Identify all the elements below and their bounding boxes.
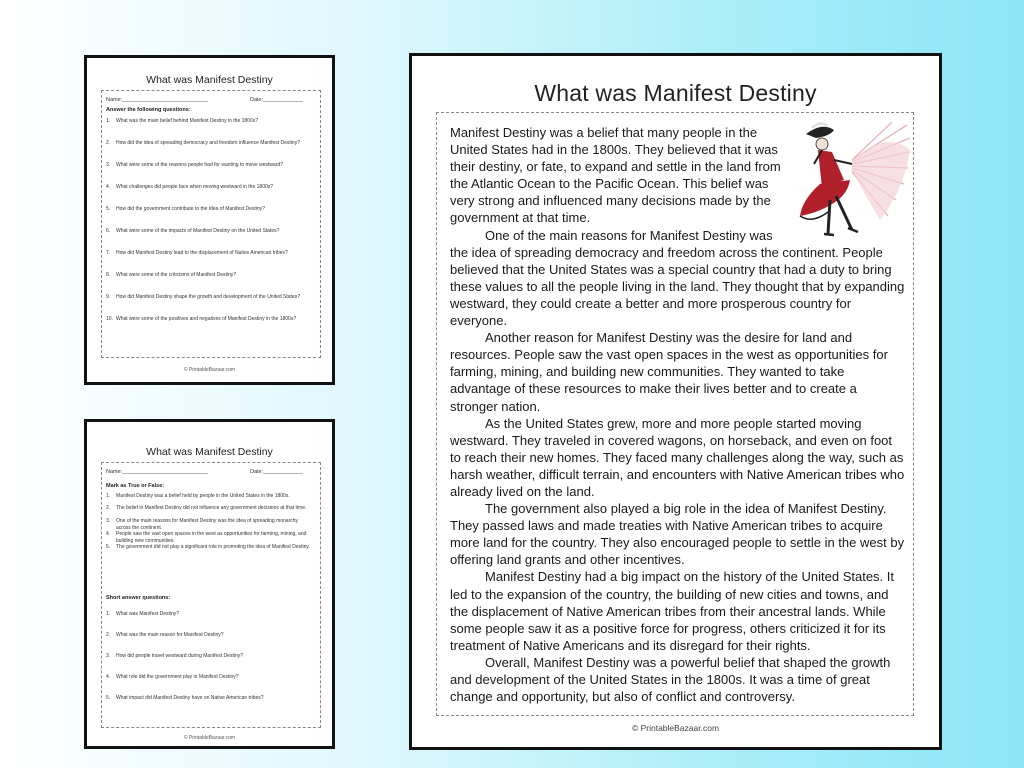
list-item: [106, 505, 312, 512]
list-item: [106, 632, 312, 639]
list-item: [106, 611, 312, 618]
item-number: 10.: [106, 316, 113, 322]
item-text: One of the main reasons for Manifest Destiny was the idea of spreading monarchy across the continent.: [116, 518, 299, 531]
passage-paragraph: One of the main reasons for Manifest Destiny was the idea of spreading democracy and freedom across the continent. People believed that the United States was a special country that had a duty to bring these values to all the people living in the land. They thought that by expanding westward, they could create a better and more prosperous country for everyone.: [450, 227, 905, 329]
passage-title: What was Manifest Destiny: [534, 80, 817, 106]
worksheet-footer: © PrintableBazaar.com: [183, 367, 236, 373]
item-text: What were some of the positives and negatives of Manifest Destiny in the 1800s?: [116, 316, 297, 322]
worksheet-content-box: [101, 90, 321, 358]
true-false-heading: Mark as True or False:: [106, 483, 165, 489]
passage-paragraph: Manifest Destiny was a belief that many people in the United States had in the 1800s. They believed that it was their destiny, or fate, to expand and settle in the land from the Atlantic Ocean to the Pacific Ocean. This belief was very strong and influenced many decisions made by the government at that time.: [450, 125, 781, 226]
item-text: Manifest Destiny was a belief held by people in the United States in the 1800s.: [116, 493, 290, 499]
list-item: [106, 316, 312, 323]
passage-text: [450, 124, 906, 705]
list-item: [106, 206, 312, 213]
item-number: 6.: [106, 228, 111, 234]
item-number: 3.: [106, 653, 111, 659]
passage-paragraph: Manifest Destiny had a big impact on the history of the United States. It led to the expansion of the country, the building of new cities and towns, and the displacement of Native American tribes from their ancestral lands. While some people saw it as a positive force for progress, others criticized it for its treatment of Native Americans and its disregard for their rights.: [450, 569, 894, 653]
item-number: 3.: [106, 518, 111, 524]
short-answer-heading: Short answer questions:: [106, 595, 171, 601]
item-text: People saw the vast open spaces in the west as opportunities for farming, mining, and building new communities.: [116, 531, 307, 544]
list-item: [106, 674, 312, 681]
item-number: 5.: [106, 544, 111, 550]
list-item: [106, 493, 312, 500]
reading-passage-page[interactable]: [409, 53, 942, 750]
item-number: 1.: [106, 493, 111, 499]
worksheet-content-box: [101, 462, 321, 728]
instructions-heading: Answer the following questions:: [106, 107, 191, 113]
item-number: 1.: [106, 611, 111, 617]
item-text: How did the government contribute to the idea of Manifest Destiny?: [116, 206, 265, 212]
list-item: [106, 695, 312, 702]
name-line: Name:____________________________: [106, 97, 208, 103]
item-number: 4.: [106, 674, 111, 680]
item-text: How did the idea of spreading democracy and freedom influence Manifest Destiny?: [116, 140, 300, 146]
passage-footer: © PrintableBazaar.com: [631, 723, 720, 733]
dancer-illustration: [792, 120, 912, 238]
list-item: [106, 518, 312, 532]
date-line: Date:_____________: [250, 469, 303, 475]
passage-paragraph: The government also played a big role in the idea of Manifest Destiny. They passed laws and made treaties with Native American tribes to acquire more land for the country. They also encouraged people to settle in the west by offering land grants and other incentives.: [450, 501, 905, 568]
item-number: 2.: [106, 632, 111, 638]
list-item: [106, 531, 312, 545]
list-item: [106, 544, 312, 551]
worksheet-title: What was Manifest Destiny: [146, 446, 273, 458]
item-text: How did Manifest Destiny lead to the displacement of Native American tribes?: [116, 250, 288, 256]
worksheet-questions-thumbnail[interactable]: [84, 55, 335, 385]
item-text: What were some of the reasons people had for wanting to move westward?: [116, 162, 284, 168]
item-text: The government did not play a significant role in promoting the idea of Manifest Destiny.: [116, 544, 310, 550]
item-text: What was Manifest Destiny?: [116, 611, 180, 617]
date-line: Date:_____________: [250, 97, 303, 103]
item-text: What impact did Manifest Destiny have on Native American tribes?: [116, 695, 264, 701]
item-number: 2.: [106, 140, 111, 146]
list-item: [106, 250, 312, 257]
passage-paragraph: Another reason for Manifest Destiny was the desire for land and resources. People saw the vast open spaces in the west as opportunities for farming, mining, and building new communities. They wanted to take advantage of these resources to make their lives better and to create a stronger nation.: [450, 330, 888, 414]
item-number: 2.: [106, 505, 111, 511]
item-text: What role did the government play in Manifest Destiny?: [116, 674, 239, 680]
list-item: [106, 228, 312, 235]
list-item: [106, 118, 312, 125]
passage-paragraph: As the United States grew, more and more people started moving westward. They traveled in covered wagons, on horseback, and even on foot to reach their new homes. They faced many challenges along the way, such as harsh weather, difficult terrain, and encounters with Native American tribes who already lived on the land.: [450, 415, 905, 499]
worksheet-truefalse-thumbnail[interactable]: [84, 419, 335, 749]
name-line: Name:____________________________: [106, 469, 208, 475]
worksheet-title: What was Manifest Destiny: [146, 74, 273, 86]
item-text: What were some of the criticisms of Manifest Destiny?: [116, 272, 237, 278]
item-text: What were some of the impacts of Manifest Destiny on the United States?: [116, 228, 280, 234]
item-number: 1.: [106, 118, 111, 124]
worksheet-footer: © PrintableBazaar.com: [183, 735, 236, 741]
item-number: 4.: [106, 531, 111, 537]
list-item: [106, 162, 312, 169]
list-item: [106, 184, 312, 191]
item-number: 4.: [106, 184, 111, 190]
list-item: [106, 653, 312, 660]
list-item: [106, 294, 312, 301]
list-item: [106, 272, 312, 279]
item-number: 9.: [106, 294, 111, 300]
item-text: How did people travel westward during Manifest Destiny?: [116, 653, 244, 659]
item-number: 5.: [106, 695, 111, 701]
item-number: 3.: [106, 162, 111, 168]
passage-paragraph: Overall, Manifest Destiny was a powerful belief that shaped the growth and development of the United States in the 1800s. It was a time of great change and opportunity, but also of conflict and controversy.: [450, 654, 891, 705]
item-text: What was the main belief behind Manifest Destiny in the 1800s?: [116, 118, 259, 124]
item-text: The belief in Manifest Destiny did not influence any government decisions at that time.: [116, 505, 307, 511]
item-text: What was the main reason for Manifest Destiny?: [116, 632, 224, 638]
item-number: 8.: [106, 272, 111, 278]
item-number: 7.: [106, 250, 111, 256]
item-number: 5.: [106, 206, 111, 212]
item-text: What challenges did people face when moving westward in the 1800s?: [116, 184, 274, 190]
item-text: How did Manifest Destiny shape the growth and development of the United States?: [116, 294, 300, 300]
list-item: [106, 140, 312, 147]
